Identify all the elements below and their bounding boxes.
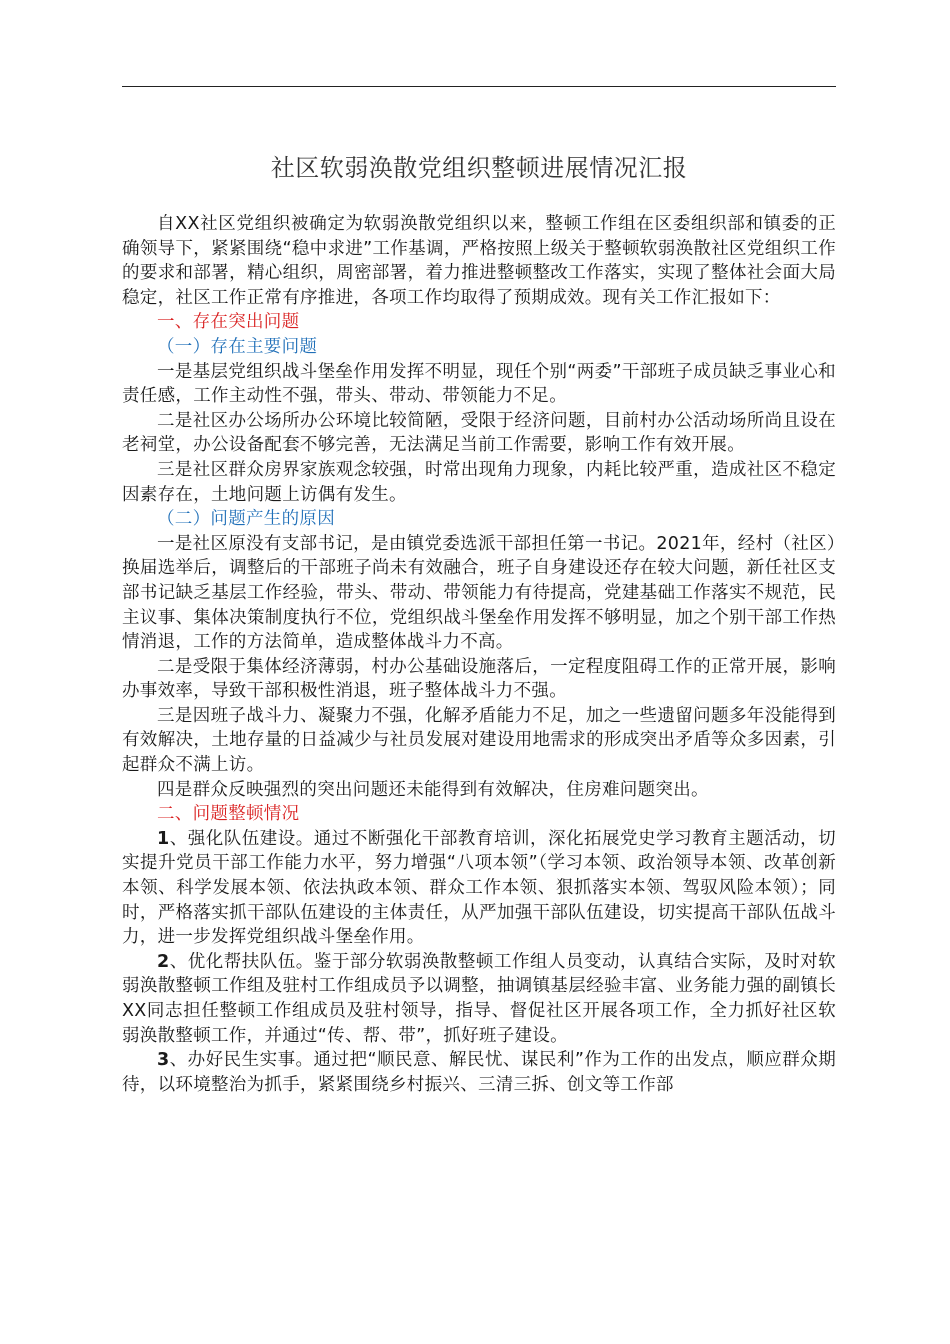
item-text: 、强化队伍建设。通过不断强化干部教育培训，深化拓展党史学习教育主题活动，切实提升党员干部工作能力水平，努力增强“八项本领”（学习本领、政治领导本领、改革创新本领、科学发展本领、依法执政本领、群众工作本领、狠抓落实本领、驾驭风险本领）；同时，严格落实抓干部队伍建设的主体责任，从严加强干部队伍建设，切实提高干部队伍战斗力，进一步发挥党组织战斗堡垒作用。 — [122, 828, 836, 948]
header-rule — [122, 86, 836, 87]
paragraph: 一是社区原没有支部书记，是由镇党委选派干部担任第一书记。2021年，经村（社区）换届选举后，调整后的干部班子尚未有效融合，班子自身建设还存在较大问题，新任社区支部书记缺乏基层工作经验，带头、带动、带领能力有待提高，党建基础工作落实不规范，民主议事、集体决策制度执行不位，党组织战斗堡垒作用发挥不够明显，加之个别干部工作热情消退，工作的方法简单，造成整体战斗力不高。 — [122, 533, 836, 653]
item-text: 、优化帮扶队伍。鉴于部分软弱涣散整顿工作组人员变动，认真结合实际，及时对软弱涣散整顿工作组及驻村工作组成员予以调整，抽调镇基层经验丰富、业务能力强的副镇长XX同志担任整顿工作组成员及驻村领导，指导、督促社区开展各项工作，全力抓好社区软弱涣散整顿工作，并通过“传、帮、带”，抓好班子建设。 — [122, 951, 836, 1046]
numbered-paragraph — [122, 1048, 836, 1097]
item-number: 3 — [157, 1050, 170, 1071]
item-text: 、办好民生实事。通过把“顺民意、解民忧、谋民利”作为工作的出发点，顺应群众期待，以环境整治为抓手，紧紧围绕乡村振兴、三清三拆、创文等工作部 — [122, 1050, 836, 1095]
paragraph: 四是群众反映强烈的突出问题还未能得到有效解决，住房难问题突出。 — [157, 779, 709, 800]
paragraph: 三是社区群众房界家族观念较强，时常出现角力现象，内耗比较严重，造成社区不稳定因素存在，土地问题上访偶有发生。 — [122, 459, 836, 505]
section-heading-1: 一、存在突出问题 — [157, 312, 300, 333]
section-heading-2: 二、问题整顿情况 — [157, 804, 300, 825]
subsection-heading-1: （一）存在主要问题 — [157, 336, 318, 357]
numbered-paragraph — [122, 950, 836, 1048]
intro-paragraph: 自XX社区党组织被确定为软弱涣散党组织以来，整顿工作组在区委组织部和镇委的正确领导下，紧紧围绕“稳中求进”工作基调，严格按照上级关于整顿软弱涣散社区党组织工作的要求和部署，精心组织，周密部署，着力推进整顿整改工作落实，实现了整体社会面大局稳定，社区工作正常有序推进，各项工作均取得了预期成效。现有关工作汇报如下： — [122, 214, 836, 308]
paragraph: 二是受限于集体经济薄弱，村办公基础设施落后，一定程度阻碍工作的正常开展，影响办事效率，导致干部积极性消退，班子整体战斗力不强。 — [122, 656, 836, 702]
paragraph: 三是因班子战斗力、凝聚力不强，化解矛盾能力不足，加之一些遗留问题多年没能得到有效解决，土地存量的日益减少与社员发展对建设用地需求的形成突出矛盾等众多因素，引起群众不满上访。 — [122, 705, 836, 776]
item-number: 1 — [157, 828, 170, 849]
paragraph: 二是社区办公场所办公环境比较简陋，受限于经济问题，目前村办公活动场所尚且设在老祠堂，办公设备配套不够完善，无法满足当前工作需要，影响工作有效开展。 — [122, 410, 836, 456]
paragraph: 一是基层党组织战斗堡垒作用发挥不明显，现任个别“两委”干部班子成员缺乏事业心和责任感，工作主动性不强，带头、带动、带领能力不足。 — [122, 361, 836, 407]
subsection-heading-2: （二）问题产生的原因 — [157, 509, 335, 530]
document-body — [122, 212, 836, 1097]
numbered-paragraph — [122, 827, 836, 950]
item-number: 2 — [157, 951, 170, 972]
document-title: 社区软弱涣散党组织整顿进展情况汇报 — [270, 154, 688, 182]
